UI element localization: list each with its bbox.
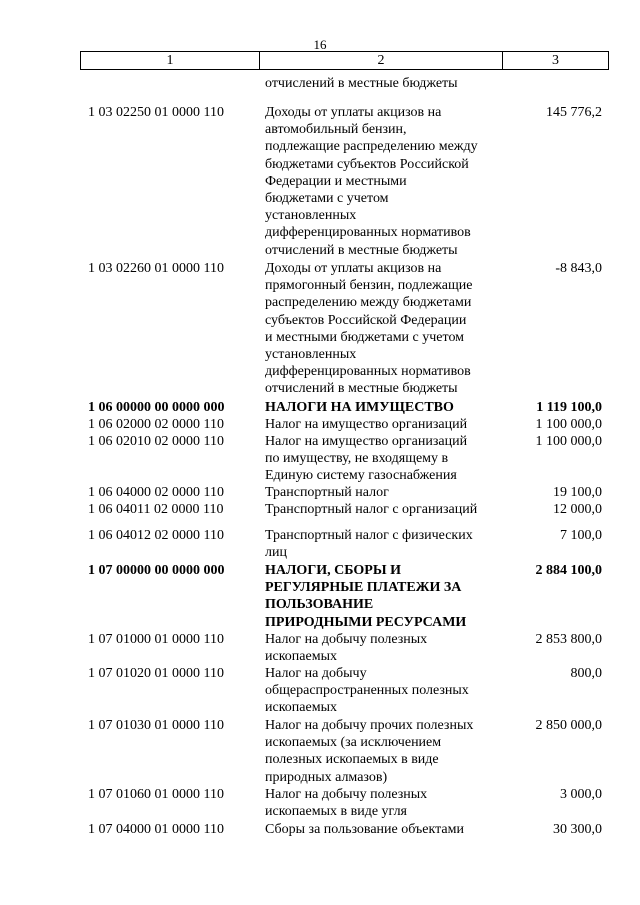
description-line: распределению между бюджетами bbox=[265, 295, 472, 311]
cell-code: 1 06 04000 02 0000 110 bbox=[88, 485, 224, 500]
cell-amount: 1 100 000,0 bbox=[535, 434, 602, 449]
description-line: ископаемых (за исключением bbox=[265, 735, 442, 751]
cell-amount: 800,0 bbox=[570, 666, 602, 681]
description-line: дифференцированных нормативов bbox=[265, 364, 471, 380]
cell-code: 1 07 04000 01 0000 110 bbox=[88, 822, 224, 837]
description-line: Налог на добычу полезных bbox=[265, 632, 428, 647]
description-line: бюджетами с учетом bbox=[265, 191, 389, 207]
description-line: Налог на добычу bbox=[265, 666, 367, 681]
description-line: прямогонный бензин, подлежащие bbox=[265, 278, 473, 294]
cell-description bbox=[265, 786, 500, 820]
cell-code: 1 03 02250 01 0000 110 bbox=[88, 105, 224, 120]
description-line: ПОЛЬЗОВАНИЕ bbox=[265, 597, 374, 613]
table-header bbox=[80, 51, 609, 70]
cell-description bbox=[265, 104, 500, 259]
cell-amount: 2 850 000,0 bbox=[535, 718, 602, 733]
page-number: 16 bbox=[313, 37, 327, 52]
cell-amount: 3 000,0 bbox=[560, 787, 602, 802]
cell-code: 1 07 00000 00 0000 000 bbox=[88, 563, 225, 578]
cell-code: 1 03 02260 01 0000 110 bbox=[88, 261, 224, 276]
header-col-code: 1 bbox=[166, 53, 174, 68]
description-line: полезных ископаемых в виде bbox=[265, 752, 439, 768]
description-line: Налог на добычу прочих полезных bbox=[265, 718, 474, 733]
cell-description bbox=[265, 484, 500, 501]
description-line: автомобильный бензин, bbox=[265, 122, 407, 138]
cell-amount: 1 119 100,0 bbox=[536, 400, 602, 415]
cell-description bbox=[265, 665, 500, 717]
description-line: Транспортный налог с физических bbox=[265, 528, 473, 543]
cell-description bbox=[265, 821, 500, 838]
cell-code: 1 07 01020 01 0000 110 bbox=[88, 666, 224, 681]
cell-amount: 1 100 000,0 bbox=[535, 417, 602, 432]
description-line: лиц bbox=[265, 545, 287, 561]
description-line: и местными бюджетами с учетом bbox=[265, 329, 465, 345]
cell-description bbox=[265, 631, 500, 665]
cell-amount: 145 776,2 bbox=[546, 105, 602, 120]
cell-code: 1 06 04012 02 0000 110 bbox=[88, 528, 224, 543]
cell-code: 1 06 02000 02 0000 110 bbox=[88, 417, 224, 432]
cell-description bbox=[265, 562, 500, 631]
cell-amount: 2 853 800,0 bbox=[535, 632, 602, 647]
description-line: общераспространенных полезных bbox=[265, 683, 469, 699]
cell-code: 1 07 01000 01 0000 110 bbox=[88, 632, 224, 647]
description-line: РЕГУЛЯРНЫЕ ПЛАТЕЖИ ЗА bbox=[265, 580, 462, 596]
description-line: Налог на имущество организаций bbox=[265, 417, 468, 432]
description-line: ископаемых bbox=[265, 700, 337, 716]
description-line: субъектов Российской Федерации bbox=[265, 312, 467, 328]
cell-code: 1 06 04011 02 0000 110 bbox=[88, 502, 224, 517]
description-line: по имуществу, не входящему в bbox=[265, 451, 449, 467]
cell-description bbox=[265, 717, 500, 786]
header-col-description: 2 bbox=[259, 52, 502, 69]
description-line: Налог на имущество организаций bbox=[265, 434, 468, 449]
cell-code: 1 07 01030 01 0000 110 bbox=[88, 718, 224, 733]
description-line: Налог на добычу полезных bbox=[265, 787, 428, 802]
description-line: дифференцированных нормативов bbox=[265, 225, 471, 241]
description-line: Единую систему газоснабжения bbox=[265, 468, 457, 484]
cell-code: 1 06 02010 02 0000 110 bbox=[88, 434, 224, 449]
description-line: Сборы за пользование объектами bbox=[265, 822, 464, 837]
cell-amount: 2 884 100,0 bbox=[535, 563, 602, 578]
description-line: установленных bbox=[265, 208, 357, 224]
cell-amount: 19 100,0 bbox=[553, 485, 602, 500]
description-line: установленных bbox=[265, 347, 357, 363]
description-line: подлежащие распределению между bbox=[265, 139, 478, 155]
description-line: отчислений в местные бюджеты bbox=[265, 242, 458, 258]
cell-code: 1 06 00000 00 0000 000 bbox=[88, 400, 225, 415]
cell-description bbox=[265, 399, 500, 416]
description-line: отчислений в местные бюджеты bbox=[265, 76, 458, 91]
cell-amount: -8 843,0 bbox=[555, 261, 602, 276]
description-line: Доходы от уплаты акцизов на bbox=[265, 105, 442, 120]
description-line: бюджетами субъектов Российской bbox=[265, 156, 469, 172]
description-line: ископаемых в виде угля bbox=[265, 804, 407, 820]
cell-description bbox=[265, 501, 500, 518]
description-line: НАЛОГИ НА ИМУЩЕСТВО bbox=[265, 400, 454, 415]
description-line: НАЛОГИ, СБОРЫ И bbox=[265, 563, 401, 578]
cell-code: 1 07 01060 01 0000 110 bbox=[88, 787, 224, 802]
cell-description bbox=[265, 75, 500, 92]
description-line: Транспортный налог bbox=[265, 485, 389, 500]
description-line: природных алмазов) bbox=[265, 769, 388, 785]
description-line: Транспортный налог с организаций bbox=[265, 502, 478, 517]
cell-amount: 12 000,0 bbox=[553, 502, 602, 517]
description-line: Доходы от уплаты акцизов на bbox=[265, 261, 442, 276]
cell-amount: 30 300,0 bbox=[553, 822, 602, 837]
cell-amount: 7 100,0 bbox=[560, 528, 602, 543]
cell-description bbox=[265, 416, 500, 433]
description-line: Федерации и местными bbox=[265, 173, 407, 189]
description-line: ПРИРОДНЫМИ РЕСУРСАМИ bbox=[265, 614, 467, 630]
cell-description bbox=[265, 527, 500, 561]
cell-description bbox=[265, 433, 500, 485]
cell-description bbox=[265, 260, 500, 398]
description-line: ископаемых bbox=[265, 649, 337, 665]
description-line: отчислений в местные бюджеты bbox=[265, 381, 458, 397]
header-col-amount: 3 bbox=[502, 52, 608, 69]
